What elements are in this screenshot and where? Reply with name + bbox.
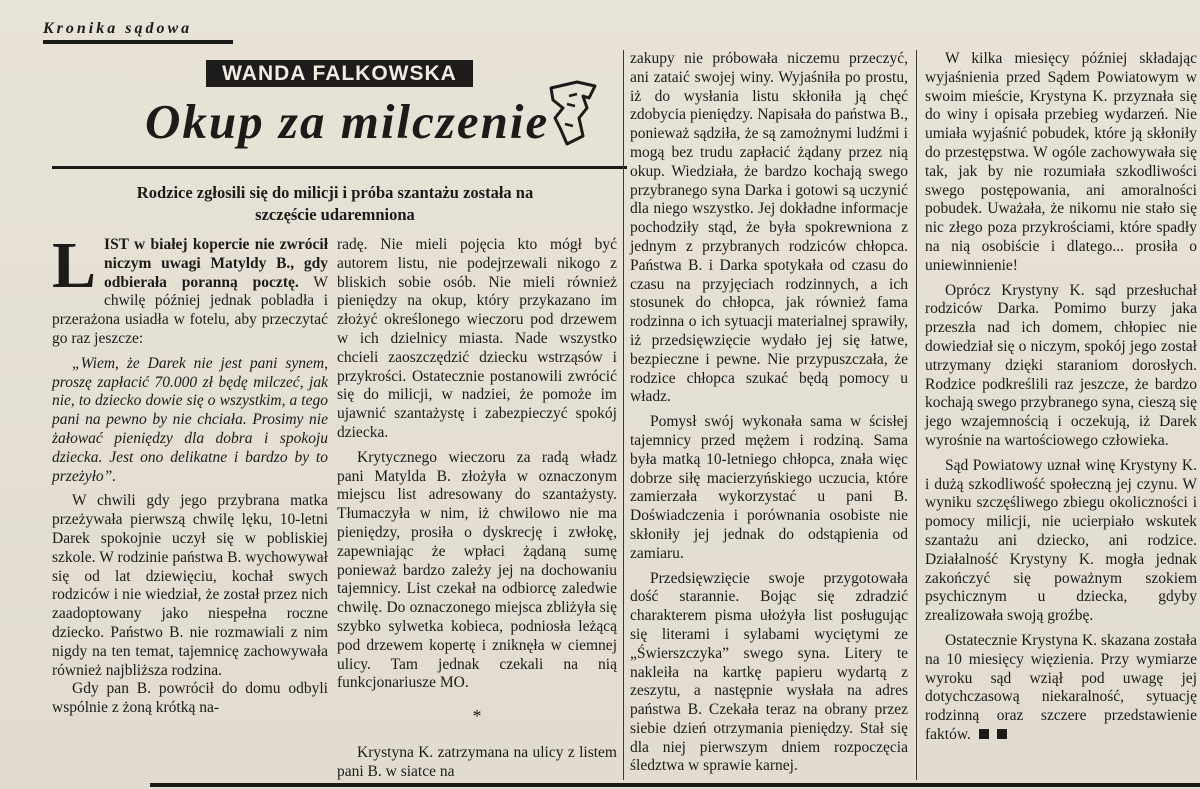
paragraph: Krystyna K. zatrzymana na ulicy z listem pani B. w siatce na — [337, 743, 617, 780]
opening-sentence: IST w białej kopercie nie zwrócił niczym uwagi Matyldy B., gdy odbierała poranną pocztę. — [104, 236, 328, 291]
paragraph: Sąd Powiatowy uznał winę Krystyny K. i dużą szkodliwość społeczną jej czynu. W wyniku szczęśliwego zbiegu okoliczności i pomocy milicji, nie ucierpiało wskutek szantażu ani dziecko, ani rodzice. Działalność Krystyny K. mogła jednak zakończyć się poważnym szokiem psychicznym u dziecka, gdyby zrealizowała swoją groźbę. — [925, 456, 1197, 625]
section-rule — [43, 40, 233, 44]
paragraph: Pomysł swój wykonała sama w ścisłej tajemnicy przed mężem i rodziną. Sama była matką 10-letniego chłopca, znała więc dobrze siłę macierzyńskiego uczucia, które zamierzała wykorzystać u pani B. Doświadczenia i porównania osobiste nie skłoniły jej jednak do odstąpienia od zamiaru. — [630, 413, 908, 562]
section-label: Kronika sądowa — [43, 20, 193, 37]
column-2 — [337, 236, 617, 782]
column-1 — [52, 229, 328, 718]
paragraph: Gdy pan B. powrócił do domu odbyli wspólnie z żoną krótką na- — [52, 680, 328, 717]
paragraph — [925, 632, 1197, 745]
paragraph: radę. Nie mieli pojęcia kto mógł być autorem listu, nie podejrzewali nikogo z bliskich sobie osób. Nie mieli również pieniędzy na okup, który przykazano im złożyć określonego wieczoru pod drzewem w ich dzielnicy miasta. Nade wszystko chcieli zaoszczędzić dziecku wstrząsów i przykrości. Ostatecznie postanowili zwrócić się do milicji, w nadziei, że pomoże im ujawnić szantażystę i zabezpieczyć spokój dziecka. — [337, 236, 617, 441]
paragraph-text: W chwilę później jednak pobladła i przerażona usiadła w fotelu, aby przeczytać go raz jeszcze: — [52, 273, 328, 347]
article-lead: Rodzice zgłosili się do milicji i próba szantażu została na szczęście udaremniona — [136, 183, 534, 224]
author-banner: WANDA FALKOWSKA — [206, 60, 473, 87]
paragraph: Oprócz Krystyny K. sąd przesłuchał rodziców Darka. Pomimo burzy jaka przeszła nad ich domem, chłopiec nie dowiedział się o niczym, spokój jego został utrzymany dzięki staraniom dorosłych. Rodzice podkreślili raz jeszcze, że bardzo kochają swego przybranego syna, cieszą się jego wzajemnością i oczekują, iż Darek wyrośnie na wartościowego człowieka. — [925, 281, 1197, 449]
paragraph: zakupy nie próbowała niczemu przeczyć, ani zataić swojej winy. Wyjaśniła po prostu, iż do wysłania listu skłoniła ją chęć zdobycia pieniędzy. Napisała do państwa B., ponieważ sądziła, że są zamożnymi ludźmi i mogą bez trudu zapłacić żądany przez nią okup. Wiedziała, że bardzo kochają swego przybranego syna Darka i gotowi są uczynić dla niego wszystko. Jej dokładne informacje pochodziły stąd, że była spokrewniona z jednym z przybranych rodziców chłopca. Państwa B. i Darka spotykała od czasu do czasu na przyjęciach rodzinnych, a ich stosunek do chłopca, jak również fama rodzinna o ich sytuacji materialnej sprawiły, iż przedsięwzięcie wydało jej się łatwe, bezpieczne i pewne. Nie przypuszczała, że rodzice chłopca szukać będą pomocy u władz. — [630, 50, 908, 406]
column-divider — [623, 50, 624, 780]
blackmail-quote: „Wiem, że Darek nie jest pani synem, proszę zapłacić 70.000 zł będę milczeć, jak nie, to dziecko dowie się o wszystkim, a tego pani na pewno by nie chciała. Prosimy nie żałować pieniędzy dla dobra i spokoju dziecka. Jest ono delikatne i bardzo by to przeżyło”. — [52, 354, 328, 485]
bottom-rule — [150, 783, 1200, 787]
paragraph-text: Ostatecznie Krystyna K. skazana została na 10 miesięcy więzienia. Przy wymiarze wyroku sąd wziął pod uwagę jej dotychczasową niekaralność, sytuację rodzinną oraz szczere przedstawienie faktów. — [925, 631, 1197, 743]
paragraph: Krytycznego wieczoru za radą władz pani Matylda B. złożyła w oznaczonym miejscu list adresowany do szantażysty. Tłumaczyła w nim, iż chwilowo nie ma pieniędzy, prosiła o dyskrecję i zwłokę, zapewniając że wpłaci żądaną sumę ponieważ bardzo zależy jej na dochowaniu tajemnicy. List czekał na odbiorcę zaledwie chwilę. Do oznaczonego miejsca zbliżyła się szybko sylwetka kobieca, podniosła leżącą pod drzewem kopertę i zniknęła w ciemnej ulicy. Tam jednak czekali na nią funkcjonariusze MO. — [337, 448, 617, 692]
column-3 — [630, 50, 908, 776]
end-mark-icon — [979, 729, 989, 739]
paragraph: W kilka miesięcy później składając wyjaśnienia przed Sądem Powiatowym w swoim mieście, Krystyna K. przyznała się do winy i opisała przebieg wydarzeń. Nie umiała wyjaśnić pobudek, które ją skłoniły do przestępstwa. W ogóle zachowywała się tak, jak by nie rozumiała szkodliwości swego postępowania, ani amoralności pobudek. Uważała, że nikomu nie stało się nic złego poza przykrościami, które spadły na nią osobiście i dlatego... prosiła o uniewinnienie! — [925, 50, 1197, 274]
column-4 — [925, 50, 1197, 745]
drop-cap: L — [52, 229, 97, 302]
column-divider — [916, 50, 917, 780]
article-title: Okup za milczenie — [145, 94, 550, 149]
paragraph: W chwili gdy jego przybrana matka przeżywała pierwszą chwilę lęku, 10-letni Darek spokojnie uczył się w pobliskiej szkole. W rodzinie państwa B. wychowywał się od lat dziewięciu, kochał swych rodziców i nie wiedział, że został przez nich zaadoptowany jako niespełna roczne dziecko. Państwo B. nie rozmawiali z nim nigdy na ten temat, tajemnicę zachowywała również najbliższa rodzina. — [52, 492, 328, 679]
title-rule — [52, 166, 627, 169]
caricature-icon — [543, 78, 601, 155]
end-mark-icon — [997, 729, 1007, 739]
paragraph: Przedsięwzięcie swoje przygotowała dość starannie. Bojąc się zdradzić charakterem pisma ułożyła list posługując się literami i sylabami wyciętymi ze „Świerszczyka” swego syna. Litery te nakleiła na kartkę papieru wydartą z zeszytu, a następnie wysłała na adres państwa B. Czekała teraz na obrany przez siebie dzień otrzymania pieniędzy. Stał się dla niej pierwszym dniem rozpoczęcia śledztwa w sprawie karnej. — [630, 569, 908, 775]
section-break-star: * — [472, 706, 482, 727]
